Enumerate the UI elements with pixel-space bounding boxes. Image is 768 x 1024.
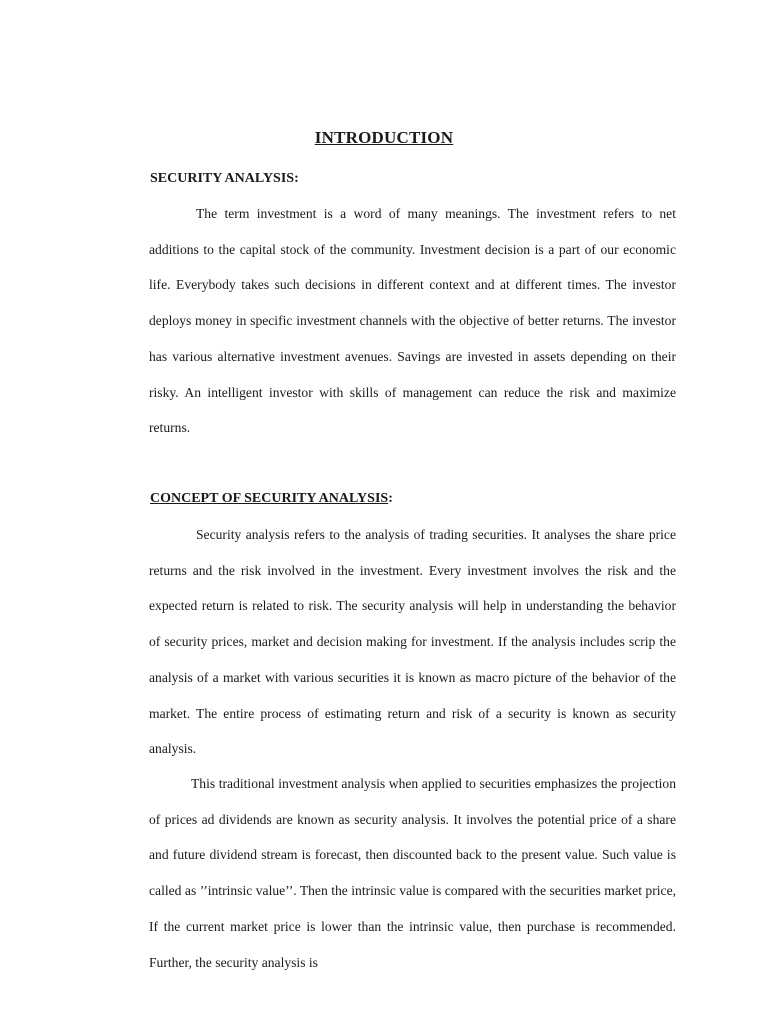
section-heading-concept: [150, 491, 393, 507]
page-title: INTRODUCTION: [314, 128, 454, 147]
paragraph-security-analysis-definition: Security analysis refers to the analysis of trading securities. It analyses the share price returns and the risk involved in the investment. Every investment involves the risk and the expected return is related to risk. The security analysis will help in understanding the behavior of security prices, market and decision making for investment. If the analysis includes scrip the analysis of a market with various securities it is known as macro picture of the behavior of the market. The entire process of estimating return and risk of a security is known as security analysis.: [149, 527, 676, 757]
section-heading-security-analysis: SECURITY ANALYSIS:: [150, 171, 299, 186]
paragraph-investment-intro: The term investment is a word of many meanings. The investment refers to net additions to the capital stock of the community. Investment decision is a part of our economic life. Everybody takes such decisions in different context and at different times. The investor deploys money in specific investment channels with the objective of better returns. The investor has various alternative investment avenues. Savings are invested in assets depending on their risky. An intelligent investor with skills of management can reduce the risk and maximize returns.: [149, 206, 676, 436]
paragraph-traditional-analysis: This traditional investment analysis when applied to securities emphasizes the projection of prices ad dividends are known as security analysis. It involves the potential price of a share and future dividend stream is forecast, then discounted back to the present value. Such value is called as ’’intrinsic value’’. Then the intrinsic value is compared with the securities market price, If the current market price is lower than the intrinsic value, then purchase is recommended. Further, the security analysis is: [149, 776, 676, 970]
section-heading-concept-text: CONCEPT OF SECURITY ANALYSIS: [150, 491, 389, 506]
section-heading-concept-colon: :: [388, 491, 393, 506]
